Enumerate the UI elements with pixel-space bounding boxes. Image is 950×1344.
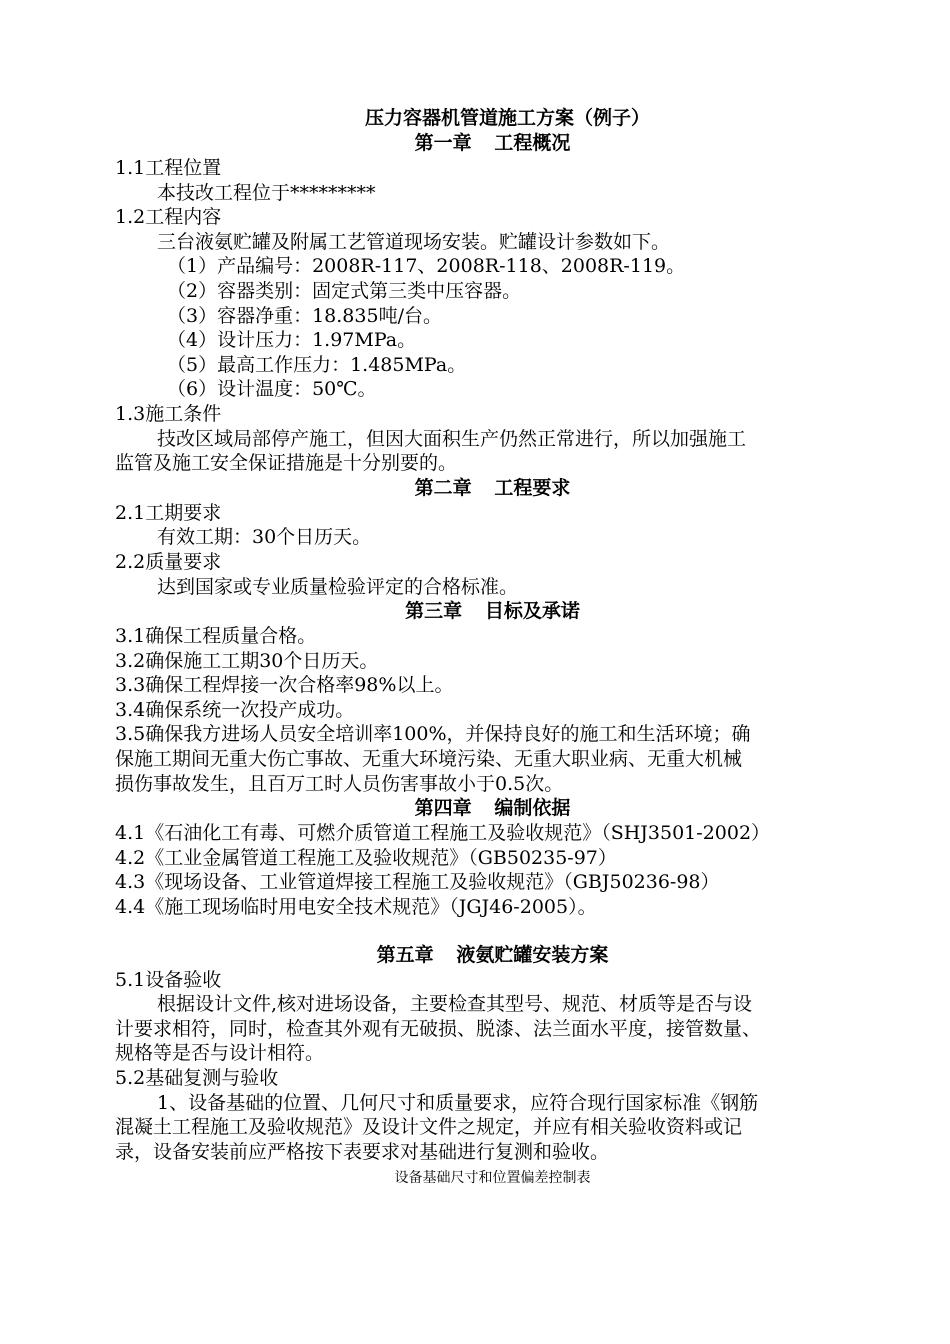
chapter-2-name: 工程要求 [494,476,571,499]
section-1-1-heading: 1.1工程位置 [115,157,222,179]
section-2-2-text: 达到国家或专业质量检验评定的合格标准。 [157,575,519,598]
chapter-3-number: 第三章 [405,600,463,623]
goal-item-5-line: 3.5确保我方进场人员安全培训率100%，并保持良好的施工和生活环境；确 [115,723,751,746]
chapter-2-number: 第二章 [414,476,472,499]
param-item: （1）产品编号：2008R-117、2008R-118、2008R-119。 [167,255,686,278]
section-5-1-text-line: 根据设计文件,核对进场设备，主要检查其型号、规范、材质等是否与设 [157,993,753,1016]
param-item: （6）设计温度：50℃。 [167,378,377,401]
goal-item: 3.2确保施工工期30个日历天。 [115,649,379,672]
chapter-2-heading [115,476,870,501]
section-1-2-intro: 三台液氨贮罐及附属工艺管道现场安装。贮罐设计参数如下。 [157,230,671,253]
section-5-2-text-line: 混凝土工程施工及验收规范》及设计文件之规定，并应有相关验收资料或记 [115,1116,743,1139]
param-item: （5）最高工作压力：1.485MPa。 [167,353,467,376]
param-item: （2）容器类别：固定式第三类中压容器。 [167,279,522,302]
goal-item: 3.4确保系统一次投产成功。 [115,698,355,721]
section-1-3-heading: 1.3施工条件 [115,402,222,425]
section-2-2-heading: 2.2质量要求 [115,550,222,573]
document-title: 压力容器机管道施工方案（例子） [364,107,650,129]
param-item: （4）设计压力：1.97MPa。 [167,329,417,352]
goal-item: 3.3确保工程焊接一次合格率98%以上。 [115,674,454,697]
chapter-4-number: 第四章 [414,797,472,820]
section-1-3-text-line: 技改区域局部停产施工，但因大面积生产仍然正常进行，所以加强施工 [157,427,747,450]
chapter-3-name: 目标及承诺 [484,600,580,623]
section-1-3-text-line: 监管及施工安全保证措施是十分别要的。 [115,452,458,475]
section-1-2-heading: 1.2工程内容 [115,206,222,229]
section-5-1-text-line: 规格等是否与设计相符。 [115,1042,325,1065]
section-2-1-text: 有效工期：30个日历天。 [157,526,372,549]
chapter-4-name: 编制依据 [494,797,571,820]
chapter-1-heading [115,131,870,156]
section-5-2-text-line: 录，设备安装前应严格按下表要求对基础进行复测和验收。 [115,1140,610,1163]
basis-item: 4.3《现场设备、工业管道焊接工程施工及验收规范》（GBJ50236-98） [115,871,720,894]
chapter-1-number: 第一章 [414,132,472,154]
chapter-5-heading [115,943,870,968]
goal-item-5-line: 损伤事故发生，且百万工时人员伤害事故小于0.5次。 [115,772,564,795]
section-5-1-text-line: 计要求相符，同时，检查其外观有无破损、脱漆、法兰面水平度，接管数量、 [115,1017,762,1040]
section-1-1-text: 本技改工程位于********* [157,181,376,204]
param-item: （3）容器净重：18.835吨/台。 [167,304,442,327]
chapter-4-heading [115,796,870,821]
chapter-5-number: 第五章 [376,943,434,966]
goal-item: 3.1确保工程质量合格。 [115,625,317,648]
section-5-2-heading: 5.2基础复测与验收 [115,1067,279,1089]
goal-item-5-line: 保施工期间无重大伤亡事故、无重大环境污染、无重大职业病、无重大机械 [115,748,743,771]
basis-item: 4.1《石油化工有毒、可燃介质管道工程施工及验收规范》（SHJ3501-2002） [115,822,771,845]
section-5-1-heading: 5.1设备验收 [115,968,222,991]
chapter-3-heading [115,599,870,624]
basis-item: 4.4《施工现场临时用电安全技术规范》（JGJ46-2005）。 [115,896,597,919]
chapter-1-name: 工程概况 [494,132,571,154]
basis-item: 4.2《工业金属管道工程施工及验收规范》（GB50235-97） [115,846,617,869]
table-caption: 设备基础尺寸和位置偏差控制表 [394,1170,591,1187]
chapter-5-name: 液氨贮罐安装方案 [456,943,609,966]
section-2-1-heading: 2.1工期要求 [115,501,222,524]
section-5-2-text-line: 1、设备基础的位置、几何尺寸和质量要求，应符合现行国家标准《钢筋 [157,1091,759,1114]
